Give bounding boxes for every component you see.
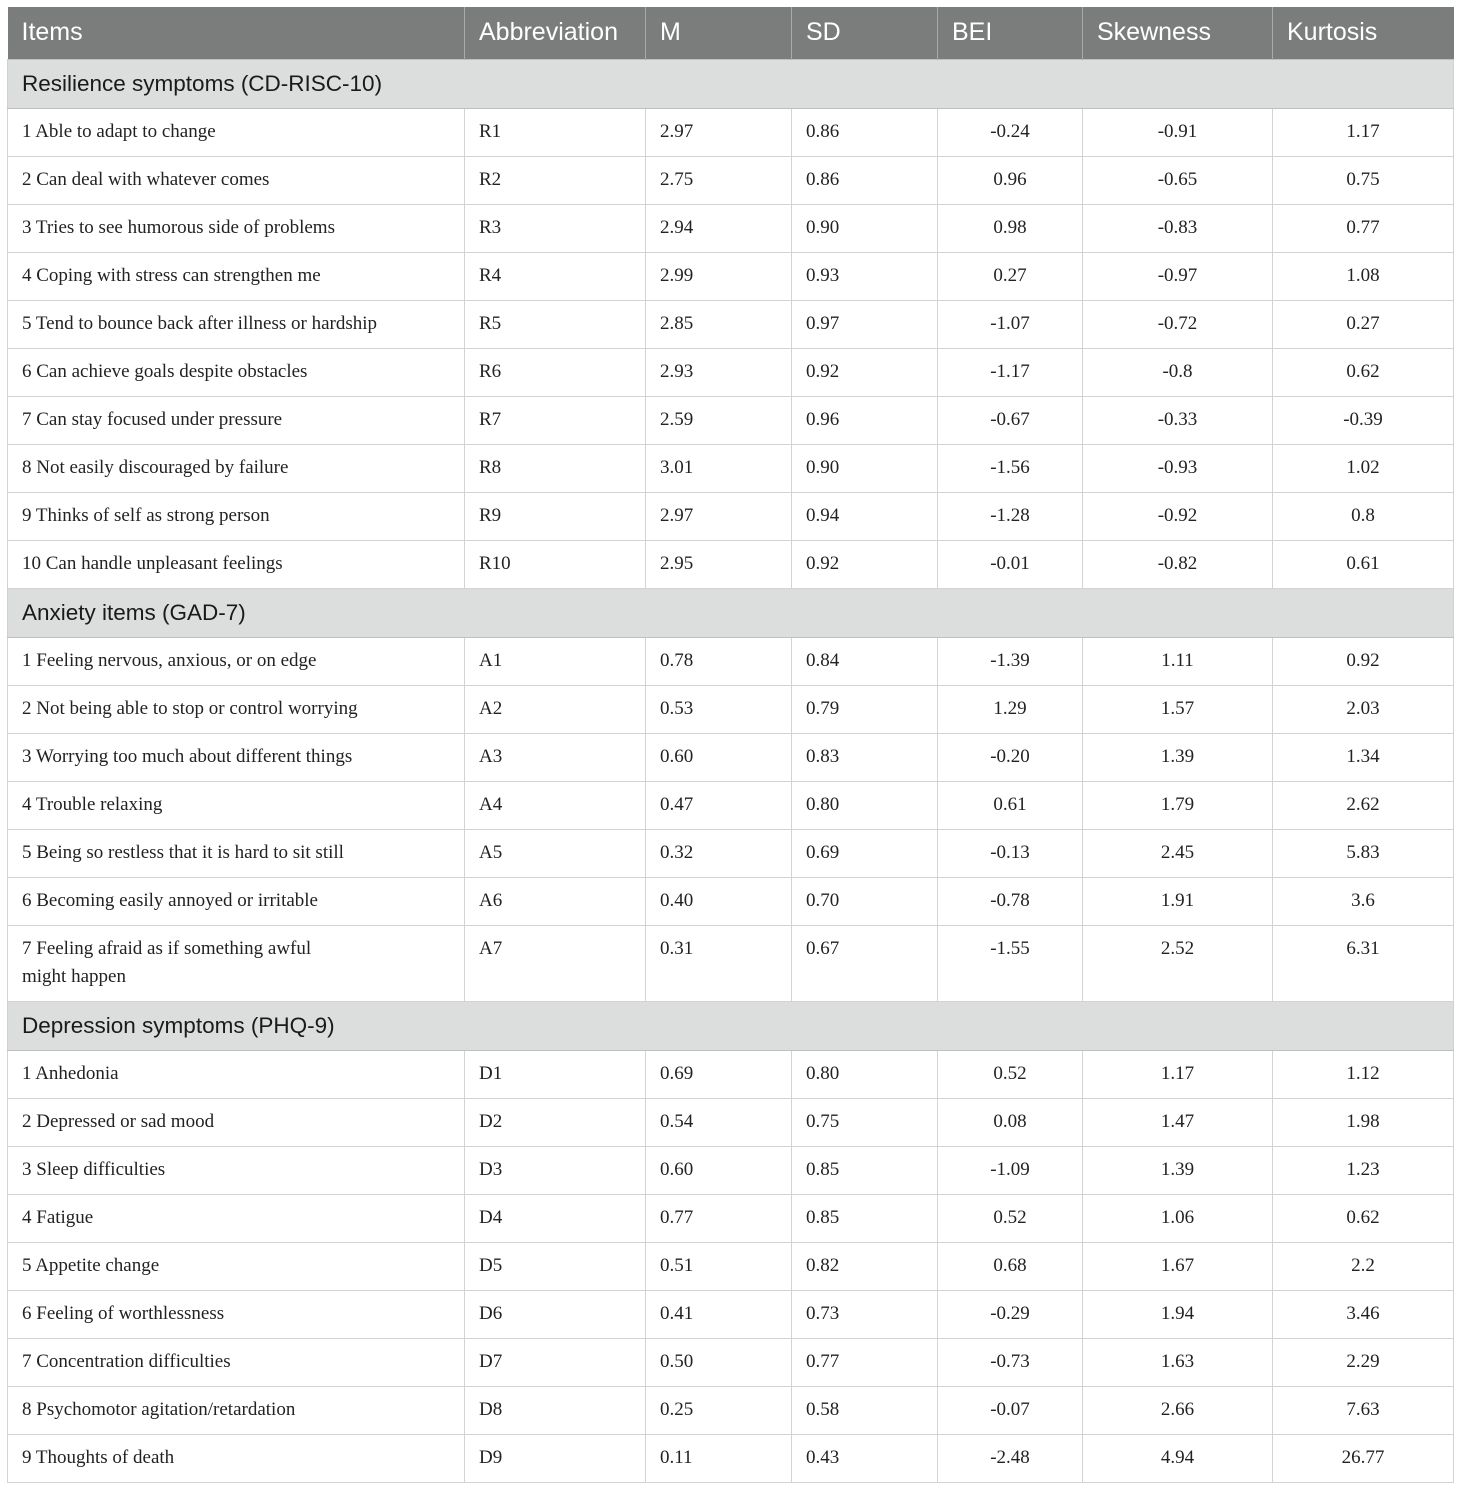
table-row — [8, 829, 1454, 877]
table-header — [8, 7, 1454, 59]
cell-sd: 0.84 — [792, 637, 938, 685]
cell-mean: 0.40 — [646, 877, 792, 925]
cell-bei: 0.68 — [938, 1242, 1083, 1290]
cell-abbreviation: D6 — [465, 1290, 646, 1338]
table-row — [8, 1242, 1454, 1290]
cell-kurtosis: -0.39 — [1273, 396, 1454, 444]
cell-item: 9 Thoughts of death — [8, 1434, 465, 1482]
cell-bei: -0.01 — [938, 540, 1083, 588]
table-row — [8, 444, 1454, 492]
cell-bei: 0.52 — [938, 1050, 1083, 1098]
table-row — [8, 1386, 1454, 1434]
cell-sd: 0.73 — [792, 1290, 938, 1338]
cell-kurtosis: 1.98 — [1273, 1098, 1454, 1146]
cell-mean: 3.01 — [646, 444, 792, 492]
cell-item: 3 Tries to see humorous side of problems — [8, 204, 465, 252]
cell-kurtosis: 1.08 — [1273, 252, 1454, 300]
table-row — [8, 781, 1454, 829]
cell-bei: -0.13 — [938, 829, 1083, 877]
cell-item: 2 Depressed or sad mood — [8, 1098, 465, 1146]
cell-abbreviation: R6 — [465, 348, 646, 396]
cell-bei: 0.61 — [938, 781, 1083, 829]
cell-bei: -0.24 — [938, 108, 1083, 156]
cell-kurtosis: 7.63 — [1273, 1386, 1454, 1434]
cell-abbreviation: D2 — [465, 1098, 646, 1146]
table-row — [8, 492, 1454, 540]
table-row — [8, 108, 1454, 156]
table-row — [8, 925, 1454, 1001]
table-row — [8, 1050, 1454, 1098]
cell-abbreviation: A1 — [465, 637, 646, 685]
cell-sd: 0.94 — [792, 492, 938, 540]
cell-kurtosis: 1.02 — [1273, 444, 1454, 492]
cell-kurtosis: 0.62 — [1273, 1194, 1454, 1242]
cell-kurtosis: 2.62 — [1273, 781, 1454, 829]
cell-mean: 2.85 — [646, 300, 792, 348]
cell-mean: 0.53 — [646, 685, 792, 733]
cell-kurtosis: 0.62 — [1273, 348, 1454, 396]
section-title: Depression symptoms (PHQ-9) — [8, 1001, 1454, 1050]
cell-mean: 2.97 — [646, 108, 792, 156]
cell-item — [8, 925, 465, 1001]
cell-bei: -0.78 — [938, 877, 1083, 925]
cell-kurtosis: 0.8 — [1273, 492, 1454, 540]
cell-bei: -2.48 — [938, 1434, 1083, 1482]
section-header-row — [8, 588, 1454, 637]
cell-bei: -1.17 — [938, 348, 1083, 396]
cell-bei: 0.27 — [938, 252, 1083, 300]
cell-sd: 0.85 — [792, 1146, 938, 1194]
table-row — [8, 1194, 1454, 1242]
cell-abbreviation: D3 — [465, 1146, 646, 1194]
cell-skewness: 1.06 — [1083, 1194, 1273, 1242]
cell-mean: 0.69 — [646, 1050, 792, 1098]
header-mean: M — [646, 7, 792, 59]
cell-skewness: -0.65 — [1083, 156, 1273, 204]
cell-sd: 0.86 — [792, 156, 938, 204]
cell-skewness: 1.57 — [1083, 685, 1273, 733]
cell-abbreviation: D9 — [465, 1434, 646, 1482]
header-items: Items — [8, 7, 465, 59]
table-row — [8, 204, 1454, 252]
cell-abbreviation: A4 — [465, 781, 646, 829]
cell-skewness: 2.52 — [1083, 925, 1273, 1001]
table-row — [8, 348, 1454, 396]
cell-mean: 0.25 — [646, 1386, 792, 1434]
cell-sd: 0.70 — [792, 877, 938, 925]
cell-item: 4 Trouble relaxing — [8, 781, 465, 829]
cell-kurtosis: 2.03 — [1273, 685, 1454, 733]
cell-sd: 0.90 — [792, 444, 938, 492]
cell-kurtosis: 0.77 — [1273, 204, 1454, 252]
cell-abbreviation: R4 — [465, 252, 646, 300]
cell-mean: 0.32 — [646, 829, 792, 877]
cell-skewness: -0.83 — [1083, 204, 1273, 252]
cell-sd: 0.82 — [792, 1242, 938, 1290]
cell-bei: -1.56 — [938, 444, 1083, 492]
cell-skewness: 1.39 — [1083, 1146, 1273, 1194]
table-row — [8, 733, 1454, 781]
cell-item: 4 Coping with stress can strengthen me — [8, 252, 465, 300]
cell-sd: 0.92 — [792, 540, 938, 588]
cell-bei: 0.52 — [938, 1194, 1083, 1242]
cell-abbreviation: A6 — [465, 877, 646, 925]
section-header-row — [8, 1001, 1454, 1050]
cell-sd: 0.79 — [792, 685, 938, 733]
cell-kurtosis: 26.77 — [1273, 1434, 1454, 1482]
cell-kurtosis: 5.83 — [1273, 829, 1454, 877]
cell-sd: 0.85 — [792, 1194, 938, 1242]
cell-item: 3 Sleep difficulties — [8, 1146, 465, 1194]
cell-mean: 2.75 — [646, 156, 792, 204]
cell-sd: 0.86 — [792, 108, 938, 156]
cell-kurtosis: 1.12 — [1273, 1050, 1454, 1098]
cell-sd: 0.58 — [792, 1386, 938, 1434]
cell-sd: 0.69 — [792, 829, 938, 877]
cell-mean: 0.60 — [646, 1146, 792, 1194]
cell-skewness: -0.97 — [1083, 252, 1273, 300]
cell-bei: -0.73 — [938, 1338, 1083, 1386]
cell-mean: 0.54 — [646, 1098, 792, 1146]
cell-item: 6 Can achieve goals despite obstacles — [8, 348, 465, 396]
cell-skewness: -0.8 — [1083, 348, 1273, 396]
cell-mean: 2.99 — [646, 252, 792, 300]
cell-item-line: 7 Feeling afraid as if something awful — [22, 937, 312, 959]
cell-item: 8 Psychomotor agitation/retardation — [8, 1386, 465, 1434]
cell-item: 5 Appetite change — [8, 1242, 465, 1290]
cell-item: 1 Feeling nervous, anxious, or on edge — [8, 637, 465, 685]
cell-mean: 0.47 — [646, 781, 792, 829]
cell-sd: 0.92 — [792, 348, 938, 396]
cell-sd: 0.80 — [792, 781, 938, 829]
cell-abbreviation: R7 — [465, 396, 646, 444]
cell-sd: 0.67 — [792, 925, 938, 1001]
cell-bei: -0.20 — [938, 733, 1083, 781]
table-row — [8, 1338, 1454, 1386]
cell-abbreviation: R5 — [465, 300, 646, 348]
cell-bei: -0.07 — [938, 1386, 1083, 1434]
cell-sd: 0.43 — [792, 1434, 938, 1482]
cell-kurtosis: 3.46 — [1273, 1290, 1454, 1338]
cell-mean: 0.50 — [646, 1338, 792, 1386]
cell-bei: -0.29 — [938, 1290, 1083, 1338]
cell-abbreviation: A3 — [465, 733, 646, 781]
table-row — [8, 637, 1454, 685]
cell-skewness: -0.91 — [1083, 108, 1273, 156]
table-row — [8, 540, 1454, 588]
cell-bei: -1.07 — [938, 300, 1083, 348]
cell-bei: 0.08 — [938, 1098, 1083, 1146]
cell-item: 5 Being so restless that it is hard to sit still — [8, 829, 465, 877]
cell-sd: 0.83 — [792, 733, 938, 781]
cell-mean: 0.51 — [646, 1242, 792, 1290]
cell-item: 1 Able to adapt to change — [8, 108, 465, 156]
cell-abbreviation: D5 — [465, 1242, 646, 1290]
cell-item: 4 Fatigue — [8, 1194, 465, 1242]
cell-mean: 0.11 — [646, 1434, 792, 1482]
cell-kurtosis: 0.75 — [1273, 156, 1454, 204]
cell-abbreviation: R9 — [465, 492, 646, 540]
cell-kurtosis: 6.31 — [1273, 925, 1454, 1001]
cell-kurtosis: 2.2 — [1273, 1242, 1454, 1290]
cell-mean: 2.93 — [646, 348, 792, 396]
header-kurtosis: Kurtosis — [1273, 7, 1454, 59]
table-row — [8, 685, 1454, 733]
cell-sd: 0.97 — [792, 300, 938, 348]
cell-skewness: 4.94 — [1083, 1434, 1273, 1482]
cell-item: 2 Can deal with whatever comes — [8, 156, 465, 204]
cell-abbreviation: R2 — [465, 156, 646, 204]
cell-skewness: 2.45 — [1083, 829, 1273, 877]
cell-skewness: -0.93 — [1083, 444, 1273, 492]
cell-skewness: 2.66 — [1083, 1386, 1273, 1434]
cell-kurtosis: 2.29 — [1273, 1338, 1454, 1386]
cell-skewness: 1.91 — [1083, 877, 1273, 925]
cell-bei: 1.29 — [938, 685, 1083, 733]
cell-sd: 0.96 — [792, 396, 938, 444]
cell-skewness: 1.47 — [1083, 1098, 1273, 1146]
cell-sd: 0.75 — [792, 1098, 938, 1146]
cell-kurtosis: 1.17 — [1273, 108, 1454, 156]
cell-mean: 0.31 — [646, 925, 792, 1001]
cell-skewness: -0.92 — [1083, 492, 1273, 540]
cell-item-line: might happen — [22, 965, 126, 987]
cell-mean: 0.41 — [646, 1290, 792, 1338]
section-header-row — [8, 59, 1454, 108]
cell-item: 6 Becoming easily annoyed or irritable — [8, 877, 465, 925]
cell-skewness: 1.94 — [1083, 1290, 1273, 1338]
table-row — [8, 1290, 1454, 1338]
cell-item: 8 Not easily discouraged by failure — [8, 444, 465, 492]
cell-kurtosis: 0.92 — [1273, 637, 1454, 685]
cell-item: 3 Worrying too much about different things — [8, 733, 465, 781]
section-title: Resilience symptoms (CD-RISC-10) — [8, 59, 1454, 108]
cell-sd: 0.77 — [792, 1338, 938, 1386]
cell-item: 2 Not being able to stop or control worrying — [8, 685, 465, 733]
cell-abbreviation: A5 — [465, 829, 646, 877]
descriptive-statistics-table — [7, 7, 1454, 1483]
cell-abbreviation: D1 — [465, 1050, 646, 1098]
header-sd: SD — [792, 7, 938, 59]
cell-abbreviation: D7 — [465, 1338, 646, 1386]
cell-bei: -1.28 — [938, 492, 1083, 540]
cell-sd: 0.90 — [792, 204, 938, 252]
cell-kurtosis: 0.27 — [1273, 300, 1454, 348]
cell-mean: 2.95 — [646, 540, 792, 588]
cell-bei: 0.96 — [938, 156, 1083, 204]
cell-item: 9 Thinks of self as strong person — [8, 492, 465, 540]
table-body — [8, 59, 1454, 1482]
cell-sd: 0.80 — [792, 1050, 938, 1098]
cell-bei: 0.98 — [938, 204, 1083, 252]
cell-skewness: -0.33 — [1083, 396, 1273, 444]
cell-abbreviation: A7 — [465, 925, 646, 1001]
cell-skewness: -0.82 — [1083, 540, 1273, 588]
cell-skewness: 1.39 — [1083, 733, 1273, 781]
table-row — [8, 156, 1454, 204]
header-abbreviation: Abbreviation — [465, 7, 646, 59]
section-title: Anxiety items (GAD-7) — [8, 588, 1454, 637]
cell-mean: 0.78 — [646, 637, 792, 685]
cell-skewness: 1.63 — [1083, 1338, 1273, 1386]
table-row — [8, 877, 1454, 925]
cell-bei: -1.55 — [938, 925, 1083, 1001]
cell-abbreviation: D4 — [465, 1194, 646, 1242]
table-row — [8, 396, 1454, 444]
cell-kurtosis: 1.34 — [1273, 733, 1454, 781]
cell-mean: 2.59 — [646, 396, 792, 444]
cell-item: 1 Anhedonia — [8, 1050, 465, 1098]
header-row — [8, 7, 1454, 59]
cell-mean: 0.77 — [646, 1194, 792, 1242]
table-row — [8, 1098, 1454, 1146]
cell-mean: 0.60 — [646, 733, 792, 781]
cell-mean: 2.94 — [646, 204, 792, 252]
header-bei: BEI — [938, 7, 1083, 59]
descriptive-statistics-table-container — [7, 7, 1453, 1483]
cell-bei: -1.39 — [938, 637, 1083, 685]
cell-item: 10 Can handle unpleasant feelings — [8, 540, 465, 588]
table-row — [8, 300, 1454, 348]
cell-item: 7 Concentration difficulties — [8, 1338, 465, 1386]
cell-skewness: 1.11 — [1083, 637, 1273, 685]
header-skewness: Skewness — [1083, 7, 1273, 59]
cell-abbreviation: R8 — [465, 444, 646, 492]
table-row — [8, 252, 1454, 300]
cell-sd: 0.93 — [792, 252, 938, 300]
cell-skewness: 1.79 — [1083, 781, 1273, 829]
cell-item: 5 Tend to bounce back after illness or hardship — [8, 300, 465, 348]
cell-mean: 2.97 — [646, 492, 792, 540]
cell-abbreviation: R3 — [465, 204, 646, 252]
cell-abbreviation: D8 — [465, 1386, 646, 1434]
cell-kurtosis: 0.61 — [1273, 540, 1454, 588]
cell-skewness: 1.17 — [1083, 1050, 1273, 1098]
cell-abbreviation: A2 — [465, 685, 646, 733]
table-row — [8, 1146, 1454, 1194]
cell-bei: -1.09 — [938, 1146, 1083, 1194]
cell-skewness: -0.72 — [1083, 300, 1273, 348]
cell-abbreviation: R10 — [465, 540, 646, 588]
cell-abbreviation: R1 — [465, 108, 646, 156]
cell-item: 7 Can stay focused under pressure — [8, 396, 465, 444]
cell-skewness: 1.67 — [1083, 1242, 1273, 1290]
cell-item: 6 Feeling of worthlessness — [8, 1290, 465, 1338]
cell-kurtosis: 1.23 — [1273, 1146, 1454, 1194]
table-row — [8, 1434, 1454, 1482]
cell-bei: -0.67 — [938, 396, 1083, 444]
cell-kurtosis: 3.6 — [1273, 877, 1454, 925]
